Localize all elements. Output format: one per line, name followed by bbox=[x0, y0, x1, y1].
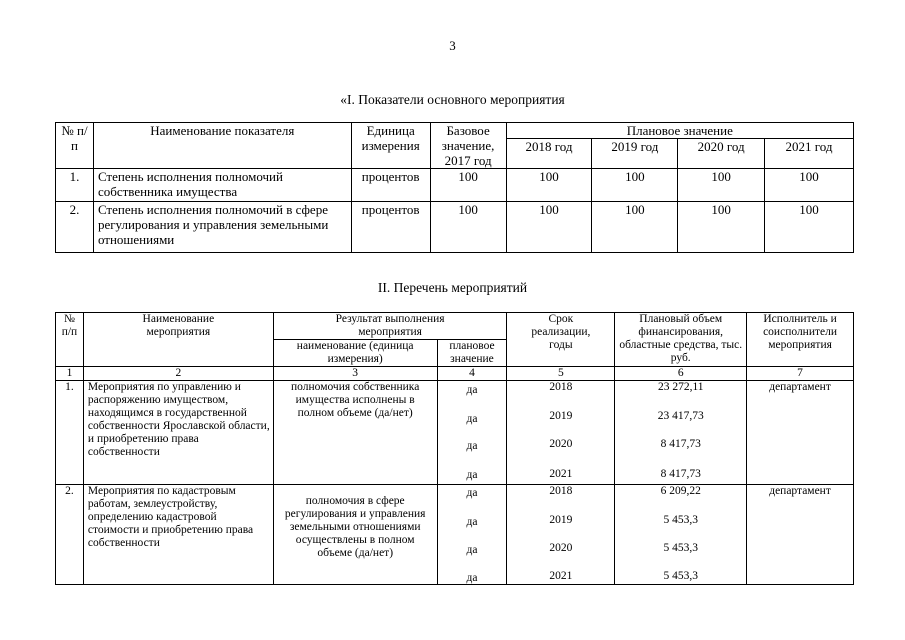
table-row bbox=[56, 381, 854, 485]
year-value: 2018 bbox=[549, 381, 573, 393]
row-name: Степень исполнения полномочий в сфере регулирования и управления земельными отношениями bbox=[93, 202, 351, 253]
column-number: 1 bbox=[56, 367, 84, 381]
header-year: 2020 год bbox=[678, 139, 765, 169]
row-amounts bbox=[615, 485, 747, 585]
header-result: Результат выполнения мероприятия bbox=[273, 313, 507, 340]
row-years bbox=[507, 381, 615, 485]
row-executor: департамент bbox=[747, 485, 854, 585]
header-year: 2019 год bbox=[592, 139, 678, 169]
header-name: Наименование показателя bbox=[93, 123, 351, 169]
column-number: 6 bbox=[615, 367, 747, 381]
row-base: 100 bbox=[430, 202, 506, 253]
row-result: полномочия в сфере регулирования и управления земельными отношениями осуществлены в полном объеме (да/нет) bbox=[273, 485, 437, 585]
row-unit: процентов bbox=[351, 202, 430, 253]
row-value: 100 bbox=[592, 169, 678, 202]
amount-value: 5 453,3 bbox=[663, 514, 698, 526]
amount-value: 6 209,22 bbox=[660, 485, 701, 497]
year-value: 2020 bbox=[549, 542, 573, 554]
row-name: Мероприятия по управлению и распоряжению имуществом, находящимся в государственной собственности Ярославской области, и приобретению права собственности bbox=[83, 381, 273, 485]
column-number: 7 bbox=[747, 367, 854, 381]
amount-value: 8 417,73 bbox=[660, 438, 701, 450]
year-value: 2019 bbox=[549, 410, 573, 422]
header-num: № п/п bbox=[56, 123, 94, 169]
row-num: 1. bbox=[56, 381, 84, 485]
amount-value: 23 272,11 bbox=[657, 381, 704, 393]
row-value: 100 bbox=[592, 202, 678, 253]
header-term: Срок реализации, годы bbox=[507, 313, 615, 367]
row-executor: департамент bbox=[747, 381, 854, 485]
row-unit: процентов bbox=[351, 169, 430, 202]
activities-table bbox=[55, 312, 854, 585]
plan-value: да bbox=[466, 384, 478, 396]
plan-value: да bbox=[466, 487, 478, 499]
header-executor: Исполнитель и соисполнители мероприятия bbox=[747, 313, 854, 367]
year-value: 2021 bbox=[549, 468, 573, 480]
year-value: 2018 bbox=[549, 485, 573, 497]
row-result: полномочия собственника имущества исполнены в полном объеме (да/нет) bbox=[273, 381, 437, 485]
plan-value: да bbox=[466, 469, 478, 481]
row-base: 100 bbox=[430, 169, 506, 202]
table-header-row bbox=[56, 313, 854, 340]
row-name: Степень исполнения полномочий собственника имущества bbox=[93, 169, 351, 202]
row-value: 100 bbox=[678, 169, 765, 202]
header-base: Базовое значение, 2017 год bbox=[430, 123, 506, 169]
header-unit: Единица измерения bbox=[351, 123, 430, 169]
header-result-name: наименование (единица измерения) bbox=[273, 340, 437, 367]
column-number: 5 bbox=[507, 367, 615, 381]
column-number: 4 bbox=[437, 367, 507, 381]
header-year: 2018 год bbox=[506, 139, 592, 169]
plan-value: да bbox=[466, 516, 478, 528]
section-1-title: «I. Показатели основного мероприятия bbox=[340, 92, 565, 107]
row-value: 100 bbox=[506, 202, 592, 253]
header-num: № п/п bbox=[56, 313, 84, 367]
page-number: 3 bbox=[449, 38, 456, 53]
year-value: 2021 bbox=[549, 570, 573, 582]
row-value: 100 bbox=[765, 169, 854, 202]
row-plan-values bbox=[437, 485, 507, 585]
column-number: 2 bbox=[83, 367, 273, 381]
plan-value: да bbox=[466, 413, 478, 425]
table-row bbox=[56, 169, 854, 202]
column-numbers-row bbox=[56, 367, 854, 381]
row-num: 2. bbox=[56, 485, 84, 585]
header-plan: Плановое значение bbox=[506, 123, 853, 139]
row-num: 2. bbox=[56, 202, 94, 253]
row-name: Мероприятия по кадастровым работам, землеустройству, определению кадастровой стоимости и приобретению права собственности bbox=[83, 485, 273, 585]
year-value: 2020 bbox=[549, 438, 573, 450]
header-result-plan: плановое значение bbox=[437, 340, 507, 367]
indicators-table bbox=[55, 122, 854, 253]
section-2-title: II. Перечень мероприятий bbox=[377, 280, 528, 295]
table-row bbox=[56, 202, 854, 253]
row-value: 100 bbox=[506, 169, 592, 202]
amount-value: 8 417,73 bbox=[660, 468, 701, 480]
header-year: 2021 год bbox=[765, 139, 854, 169]
table-header-row bbox=[56, 123, 854, 139]
row-num: 1. bbox=[56, 169, 94, 202]
amount-value: 5 453,3 bbox=[663, 542, 698, 554]
row-value: 100 bbox=[678, 202, 765, 253]
row-amounts bbox=[615, 381, 747, 485]
plan-value: да bbox=[466, 440, 478, 452]
plan-value: да bbox=[466, 544, 478, 556]
row-years bbox=[507, 485, 615, 585]
header-finance: Плановый объем финансирования, областные средства, тыс. руб. bbox=[615, 313, 747, 367]
header-name: Наименование мероприятия bbox=[83, 313, 273, 367]
amount-value: 5 453,3 bbox=[663, 570, 698, 582]
amount-value: 23 417,73 bbox=[657, 410, 704, 422]
plan-value: да bbox=[466, 572, 478, 584]
column-number: 3 bbox=[273, 367, 437, 381]
table-row bbox=[56, 485, 854, 585]
row-plan-values bbox=[437, 381, 507, 485]
year-value: 2019 bbox=[549, 514, 573, 526]
row-value: 100 bbox=[765, 202, 854, 253]
